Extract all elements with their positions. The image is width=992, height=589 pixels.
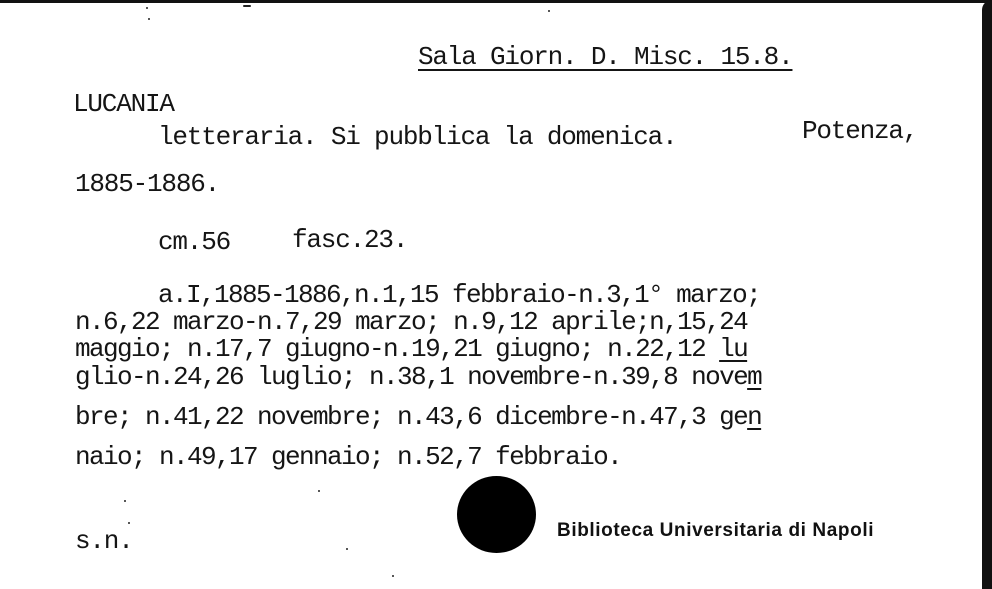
library-stamp-dot <box>457 476 536 553</box>
holdings-line-2: n.6,22 marzo-n.7,29 marzo; n.9,12 aprile;n,15,24 <box>75 307 748 337</box>
scan-speck <box>148 18 150 20</box>
physical-fascicles: fasc.23. <box>292 225 408 255</box>
description-years: 1885-1886. <box>75 169 220 199</box>
holdings-line-4-text: glio-n.24,26 luglio; n.38,1 novembre-n.39,8 nove <box>75 362 748 392</box>
card-title: LUCANIA <box>73 89 174 119</box>
scan-speck <box>318 490 320 492</box>
scan-speck <box>392 575 394 577</box>
holdings-line-4-hyphenation: m <box>747 362 762 392</box>
card-top-edge <box>0 0 992 3</box>
scan-speck <box>124 500 126 502</box>
library-name: Biblioteca Universitaria di Napoli <box>557 520 875 541</box>
holdings-line-3 <box>75 336 747 362</box>
scan-speck <box>548 10 550 12</box>
card-corner <box>968 3 982 33</box>
description-line-1: letteraria. Si pubblica la domenica. <box>158 122 677 152</box>
scan-speck <box>128 522 130 524</box>
scan-speck <box>346 548 348 550</box>
holdings-line-5-hyphenation: n <box>747 402 762 432</box>
holdings-line-4 <box>75 364 761 390</box>
card-right-edge <box>982 0 992 589</box>
description-place: Potenza, <box>802 116 918 146</box>
holdings-line-5 <box>75 404 761 430</box>
scan-speck <box>146 7 148 9</box>
scan-speck <box>243 5 251 7</box>
holdings-line-1: a.I,1885-1886,n.1,15 febbraio-n.3,1° marzo; <box>158 280 761 310</box>
sine-nomine: s.n. <box>75 526 133 556</box>
holdings-line-3-hyphenation: lu <box>719 334 748 364</box>
shelfmark: Sala Giorn. D. Misc. 15.8. <box>418 42 793 72</box>
holdings-line-6: naio; n.49,17 gennaio; n.52,7 febbraio. <box>75 442 622 472</box>
physical-size: cm.56 <box>158 227 231 257</box>
holdings-line-3-text: maggio; n.17,7 giugno-n.19,21 giugno; n.22,12 <box>75 334 720 364</box>
holdings-line-5-text: bre; n.41,22 novembre; n.43,6 dicembre-n.47,3 ge <box>75 402 748 432</box>
